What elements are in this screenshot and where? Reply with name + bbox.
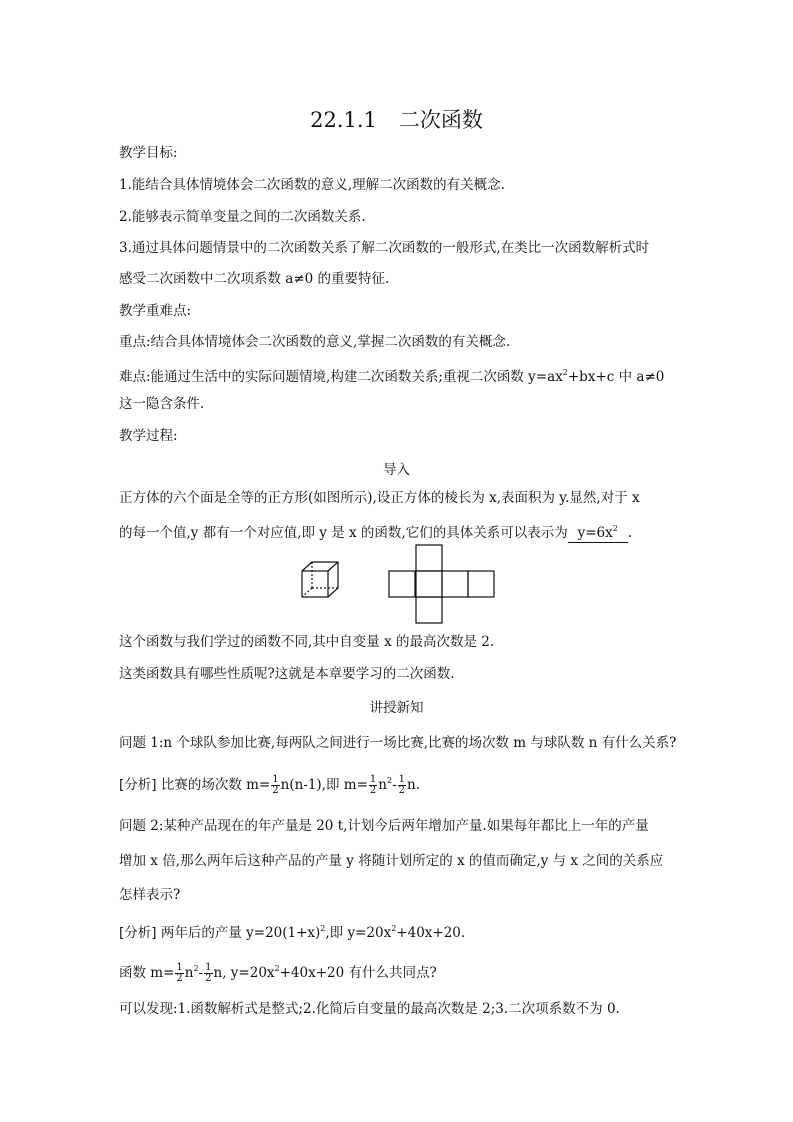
compare-question [119, 960, 437, 984]
cube-net-drawing [389, 545, 494, 623]
question-2-line-3: 怎样表示? [119, 887, 181, 903]
fraction-half: $\frac{1}{2}$ [205, 962, 212, 984]
section-number: 22.1.1 [310, 108, 377, 132]
intro-line-2-text: 的每一个值,y 都有一个对应值,即 y 是 x 的函数,它们的具体关系可以表示为 [119, 525, 568, 541]
cube-drawing [302, 562, 338, 597]
analysis-2-mid: ,即 y=20x [325, 925, 392, 941]
exponent: 2 [274, 964, 280, 973]
exponent: 2 [193, 964, 199, 973]
objective-1: 1.能结合具体情境体会二次函数的意义,理解二次函数的有关概念. [119, 177, 505, 193]
compare-minus: - [198, 965, 204, 981]
analysis-1 [119, 772, 420, 796]
question-2-line-1: 问题 2:某种产品现在的年产量是 20 t,计划今后两年增加产量.如果每年都比上一年的产量 [119, 818, 649, 834]
key-point: 重点:结合具体情境体会二次函数的意义,掌握二次函数的有关概念. [119, 334, 511, 350]
keypoints-heading: 教学重难点: [119, 303, 192, 319]
intro-line-1: 正方体的六个面是全等的正方形(如图所示),设正方体的棱长为 x,表面积为 y.显然,对于 x [119, 490, 640, 506]
objective-3: 3.通过具体问题情景中的二次函数关系了解二次函数的一般形式,在类比一次函数解析式时 [119, 240, 650, 256]
exponent: 2 [391, 924, 397, 933]
analysis-2-end: +40x+20. [396, 925, 466, 941]
analysis-2-expr: y=20(1+x) [246, 925, 321, 941]
compare-pre: 函数 m= [119, 965, 175, 981]
objective-3-cont: 感受二次函数中二次项系数 a≠0 的重要特征. [119, 271, 390, 287]
objective-2: 2.能够表示简单变量之间的二次函数关系. [119, 209, 366, 225]
exponent: 2 [320, 924, 326, 933]
fraction-half: $\frac{1}{2}$ [369, 774, 377, 796]
exponent: 2 [562, 368, 568, 377]
intro-after-2: 这类函数具有哪些性质呢?这就是本章要学习的二次函数. [119, 666, 455, 682]
difficult-post: +bx+c 中 a≠0 [567, 369, 665, 385]
intro-after-1: 这个函数与我们学过的函数不同,其中自变量 x 的最高次数是 2. [119, 634, 495, 650]
analysis-1-n: n [378, 777, 387, 793]
difficult-pre: 难点:能通过生活中的实际问题情境,构建二次函数关系;重视二次函数 y=ax [119, 369, 563, 385]
section-name: 二次函数 [398, 108, 483, 132]
question-1: 问题 1:n 个球队参加比赛,每两队之间进行一场比赛,比赛的场次数 m 与球队数 n 有什么关系? [119, 735, 677, 751]
exponent: 2 [612, 524, 618, 533]
intro-heading: 导入 [383, 462, 410, 478]
new-knowledge-heading: 讲授新知 [369, 700, 424, 716]
compare-post-2: +40x+20 有什么共同点? [279, 965, 437, 981]
analysis-2-label: [分析] 两年后的产量 [119, 925, 242, 941]
fraction-half: $\frac{1}{2}$ [398, 774, 406, 796]
fraction-half: $\frac{1}{2}$ [176, 962, 183, 984]
answer-text: y=6x [577, 525, 613, 541]
analysis-1-m: m= [246, 777, 271, 793]
analysis-1-label: [分析] 比赛的场次数 [119, 777, 242, 793]
analysis-2 [119, 920, 465, 942]
process-heading: 教学过程: [119, 428, 178, 444]
analysis-1-end: n. [407, 777, 421, 793]
intro-line-2-end: . [627, 525, 632, 541]
exponent: 2 [386, 776, 393, 785]
question-2-line-2: 增加 x 倍,那么两年后这种产品的产量 y 将随计划所定的 x 的值而确定,y 与 x 之间的关系应 [119, 853, 664, 869]
compare-n: n [184, 965, 194, 981]
analysis-1-expr: n(n-1),即 m= [280, 777, 368, 793]
fraction-half: $\frac{1}{2}$ [272, 774, 279, 796]
compare-post-1: n, y=20x [213, 965, 275, 981]
analysis-1-minus: - [392, 777, 397, 793]
difficult-point-cont: 这一隐含条件. [119, 396, 205, 412]
conclusion: 可以发现:1.函数解析式是整式;2.化简后自变量的最高次数是 2;3.二次项系数不为 0. [119, 1001, 620, 1017]
objectives-heading: 教学目标: [119, 145, 178, 161]
